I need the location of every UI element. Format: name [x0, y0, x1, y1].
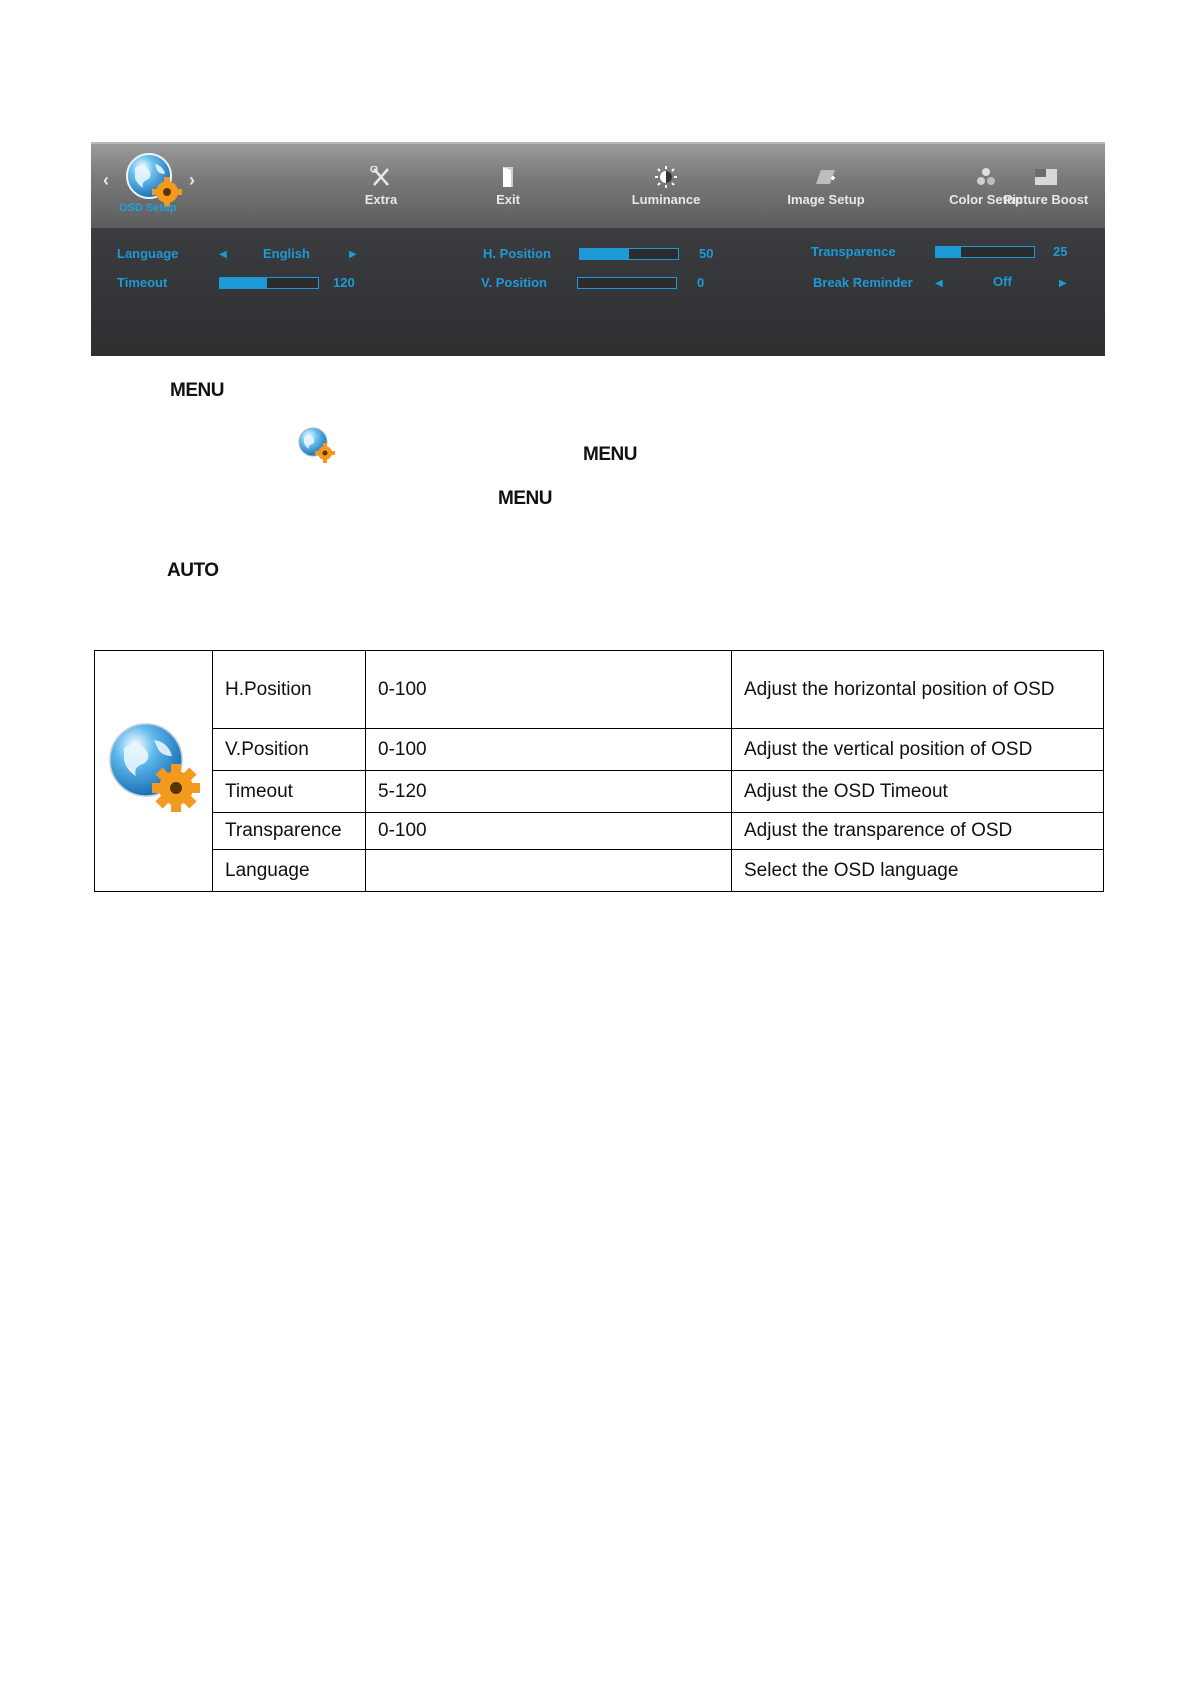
table-cell-range: 0-100 [366, 729, 732, 771]
tools-icon [368, 166, 394, 188]
table-cell-desc: Select the OSD language [732, 850, 1104, 892]
image-setup-icon [813, 166, 839, 188]
osd-setup-table [94, 650, 1104, 892]
table-cell-desc: Adjust the OSD Timeout [732, 771, 1104, 813]
tab-image-setup[interactable]: Image Setup [771, 144, 881, 230]
tab-extra[interactable]: Extra [331, 144, 431, 230]
table-row [95, 813, 1104, 850]
osd-settings-area [91, 228, 1105, 356]
transparence-label: Transparence [811, 244, 896, 259]
menu-key-label: MENU [583, 444, 637, 465]
table-row [95, 729, 1104, 771]
h-position-slider[interactable] [579, 248, 679, 260]
arrow-right-icon[interactable]: ▶ [349, 249, 357, 260]
break-reminder-label: Break Reminder [813, 275, 913, 290]
table-row [95, 771, 1104, 813]
osd-menu-panel [91, 142, 1105, 356]
timeout-slider[interactable] [219, 277, 319, 289]
table-cell-range: 0-100 [366, 651, 732, 729]
chevron-left-icon: ‹ [103, 170, 109, 190]
table-cell-desc: Adjust the transparence of OSD [732, 813, 1104, 850]
sun-icon [653, 166, 679, 188]
table-cell-range [366, 850, 732, 892]
break-reminder-value[interactable]: Off [993, 274, 1012, 289]
osd-tab-bar [91, 142, 1105, 228]
globe-gear-icon [104, 720, 204, 816]
menu-key-label: MENU [170, 380, 224, 401]
table-row [95, 850, 1104, 892]
tab-exit[interactable]: Exit [463, 144, 553, 230]
globe-gear-icon [296, 426, 336, 464]
v-position-value: 0 [697, 275, 705, 290]
table-cell-item: Language [213, 850, 366, 892]
tab-picture-boost[interactable]: Picture Boost [991, 144, 1101, 230]
exit-door-icon [495, 166, 521, 188]
tab-color-setup[interactable]: Color Setup [931, 144, 1041, 230]
table-cell-range: 0-100 [366, 813, 732, 850]
table-cell-desc: Adjust the horizontal position of OSD [732, 651, 1104, 729]
timeout-label: Timeout [117, 275, 168, 290]
v-position-label: V. Position [481, 275, 547, 290]
tab-luminance[interactable]: Luminance [611, 144, 721, 230]
arrow-left-icon[interactable]: ◀ [219, 249, 227, 260]
v-position-slider[interactable] [577, 277, 677, 289]
auto-key-label: AUTO [167, 560, 219, 581]
language-label: Language [117, 246, 179, 261]
transparence-slider[interactable] [935, 246, 1035, 258]
menu-key-label: MENU [498, 488, 552, 509]
arrow-right-icon[interactable]: ▶ [1059, 278, 1067, 289]
table-cell-range: 5-120 [366, 771, 732, 813]
table-cell-item: H.Position [213, 651, 366, 729]
arrow-left-icon[interactable]: ◀ [935, 278, 943, 289]
chevron-right-icon: › [189, 170, 195, 190]
language-value[interactable]: English [263, 246, 310, 261]
picture-boost-icon [1033, 166, 1059, 188]
table-cell-desc: Adjust the vertical position of OSD [732, 729, 1104, 771]
table-icon-cell [95, 651, 213, 892]
transparence-value: 25 [1053, 244, 1068, 259]
table-cell-item: Timeout [213, 771, 366, 813]
table-cell-item: Transparence [213, 813, 366, 850]
timeout-value: 120 [333, 275, 355, 290]
table-row [95, 651, 1104, 729]
h-position-label: H. Position [483, 246, 551, 261]
h-position-value: 50 [699, 246, 714, 261]
table-cell-item: V.Position [213, 729, 366, 771]
tab-osd-setup[interactable] [101, 144, 201, 230]
tab-label: OSD Setup [119, 202, 177, 214]
